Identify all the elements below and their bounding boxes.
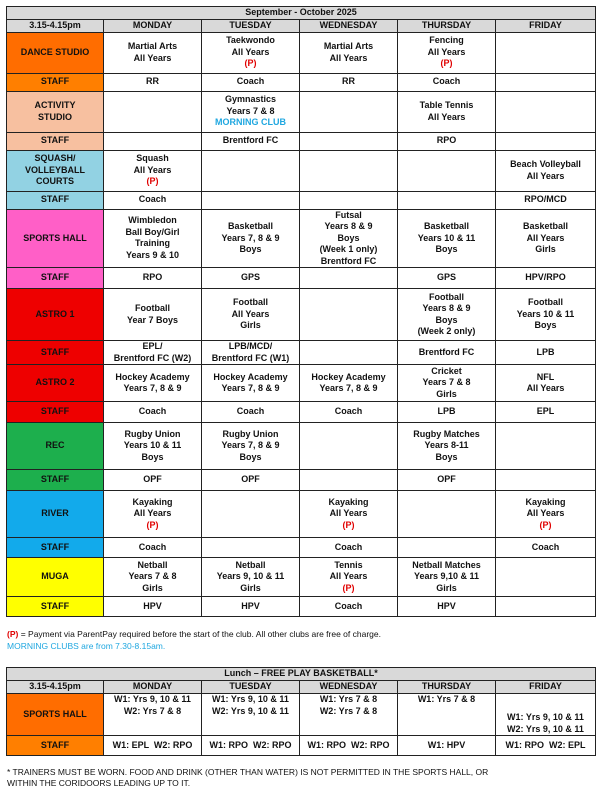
timetable-row [7,597,596,617]
activity-cell [496,491,596,538]
cell-line: Boys [239,244,262,254]
cell-line: Years 8 & 9 [324,221,373,231]
cell-line: All Years [133,508,172,519]
activity-cell [496,91,596,132]
staff-cell [202,268,300,289]
cell-line: Coach [531,541,560,552]
activity-cell [300,150,398,191]
time-header: 3.15-4.15pm [7,19,104,32]
cell-line: Hockey Academy [311,371,386,382]
cell-line: Coach [138,406,167,417]
cell-line: HPV [437,600,456,611]
timetable-row [7,402,596,423]
cell-line: Kayaking [132,496,173,507]
cell-line: RPO [142,272,163,283]
cell-line: Coach [138,541,167,552]
venue-label: SPORTS HALL [7,209,104,268]
activity-cell [398,209,496,268]
staff-cell [104,538,202,558]
activity-cell [398,365,496,402]
cell-line: Hockey Academy [213,371,288,382]
cell-line: Boys [534,320,557,331]
timetable-row [7,289,596,341]
cell-line: Kayaking [328,496,369,507]
cell-line: Tennis [334,559,363,570]
cell-line: Coach [334,406,363,417]
activity-cell [398,423,496,470]
activity-cell [496,365,596,402]
cell-line: Years 10 & 11 [516,308,575,319]
cell-line: Football [135,303,170,313]
cell-line: Rugby Union [222,428,279,439]
activity-cell [104,150,202,191]
staff-cell [104,402,202,423]
cell-line: All Years [526,232,565,243]
timetable-row [7,191,596,209]
staff-label: STAFF [7,191,104,209]
activity-cell [300,558,398,597]
activity-cell [104,32,202,73]
activity-cell [202,91,300,132]
cell-line: All Years [133,164,172,175]
venue-label: ASTRO 1 [7,289,104,341]
activity-cell [398,289,496,341]
timetable-title: September - October 2025 [7,7,596,20]
payment-marker: (P) [539,519,552,530]
cell-line: Coach [432,76,461,87]
payment-marker: (P) [440,58,453,69]
lunch-staff-label: STAFF [7,736,104,756]
day-header: MONDAY [104,19,202,32]
cell-line: (Week 2 only) [417,326,476,336]
cell-line: Coach [236,76,265,87]
staff-cell [104,470,202,491]
timetable-row [7,470,596,491]
activity-cell [300,91,398,132]
staff-cell [398,597,496,617]
staff-cell [104,73,202,91]
staff-cell [300,341,398,365]
cell-line: Netball [137,559,168,570]
activity-cell [202,365,300,402]
activity-cell [398,558,496,597]
lunch-staff-cell: W1: RPO W2: RPO [300,736,398,756]
cell-line: HPV [143,600,162,611]
venue-label [7,150,104,191]
staff-cell [496,132,596,150]
staff-cell [202,597,300,617]
cell-line: Years 9, 10 & 11 [216,571,285,582]
activity-cell [104,289,202,341]
activity-cell [104,491,202,538]
timetable-row [7,209,596,268]
cell-line: All Years [329,508,368,519]
staff-cell [300,538,398,558]
lunch-day-header: THURSDAY [398,681,496,694]
payment-marker: (P) [244,58,257,69]
cell-line: Rugby Matches [413,428,480,439]
cell-line: Ball Boy/Girl [125,226,180,237]
staff-label: STAFF [7,268,104,289]
timetable-row [7,91,596,132]
day-header: FRIDAY [496,19,596,32]
activity-cell [300,289,398,341]
cell-line: LPB/MCD/ [228,341,273,351]
cell-line: Boys [239,451,262,462]
venue-label: MUGA [7,558,104,597]
timetable-row [7,32,596,73]
lunch-day-header: WEDNESDAY [300,681,398,694]
cell-line: Years 7, 8 & 9 [221,383,280,393]
cell-line: Girls [436,388,457,399]
staff-cell [300,597,398,617]
cell-line: Girls [240,582,261,593]
cell-line: Boys [435,451,458,462]
payment-marker: (P) [146,519,159,530]
cell-line: All Years [427,46,466,57]
staff-cell [104,268,202,289]
cell-line: Training [134,238,170,249]
cell-line: All Years [526,170,565,181]
payment-marker: (P) [342,519,355,530]
cell-line: Years 7 & 8 [128,571,177,582]
staff-cell [300,191,398,209]
cell-line: Taekwondo [226,35,275,46]
cell-line: Year 7 Boys [126,314,179,325]
cell-line: Years 8-11 [424,440,469,451]
cell-line: Boys [141,451,164,462]
lunch-hall-cell: W1: Yrs 9, 10 & 11 W2: Yrs 7 & 8 [104,694,202,736]
venue-label-line: ACTIVITY [34,100,76,110]
payment-note [7,629,592,640]
day-header: TUESDAY [202,19,300,32]
cell-line: Netball [235,559,266,570]
activity-cell [300,32,398,73]
staff-cell [104,191,202,209]
footer-note [7,767,592,789]
cell-line: Girls [240,320,261,331]
activity-cell [104,558,202,597]
activity-cell [496,150,596,191]
activity-cell [202,491,300,538]
cell-line: Years 7 & 8 [226,105,275,116]
cell-line: Basketball [522,221,569,231]
staff-label: STAFF [7,132,104,150]
lunch-day-header: FRIDAY [496,681,596,694]
cell-line: Football [233,297,268,308]
cell-line: All Years [133,52,172,63]
activity-cell [496,289,596,341]
staff-cell [496,268,596,289]
day-header: THURSDAY [398,19,496,32]
venue-label [7,91,104,132]
cell-line: All Years [329,52,368,63]
cell-line: Boys [337,232,360,243]
staff-cell [398,341,496,365]
cell-line: OPF [143,474,162,485]
cell-line: Fencing [429,35,464,46]
staff-cell [398,268,496,289]
timetable-row [7,341,596,365]
cell-line: Kayaking [525,496,566,507]
staff-cell [398,538,496,558]
staff-cell [104,341,202,365]
cell-line: Years 9 & 10 [125,249,180,260]
lunch-staff-cell: W1: RPO W2: RPO [202,736,300,756]
staff-cell [496,470,596,491]
activity-cell [398,32,496,73]
cell-line: Years 7, 8 & 9 [221,232,280,243]
payment-marker: (P) [342,582,355,593]
staff-label: STAFF [7,402,104,423]
staff-cell [398,191,496,209]
staff-cell [496,341,596,365]
timetable-row [7,365,596,402]
staff-cell [496,538,596,558]
staff-cell [398,470,496,491]
lunch-day-header: MONDAY [104,681,202,694]
cell-line: LPB [437,406,456,417]
cell-line: RPO [436,135,457,146]
staff-cell [300,402,398,423]
activity-cell [202,558,300,597]
staff-cell [496,191,596,209]
lunch-timetable [6,667,596,756]
cell-line: GPS [240,272,260,283]
activity-cell [300,423,398,470]
activity-cell [202,289,300,341]
staff-label: STAFF [7,597,104,617]
cell-line: RR [146,76,159,87]
cell-line: Years 7, 8 & 9 [319,383,378,393]
staff-cell [202,191,300,209]
staff-cell [398,402,496,423]
payment-marker: (P) [7,629,19,639]
activity-cell [104,209,202,268]
staff-label: STAFF [7,73,104,91]
cell-line: Football [528,297,563,308]
cell-line: Hockey Academy [115,371,190,382]
staff-cell [300,268,398,289]
cell-line: OPF [241,474,260,485]
lunch-title: Lunch – FREE PLAY BASKETBALL* [7,668,596,681]
activity-cell [496,558,596,597]
staff-cell [300,470,398,491]
cell-line: Martial Arts [323,41,374,51]
cell-line: Netball Matches [412,559,481,570]
cell-line: Brentford FC [418,346,475,357]
timetable-row [7,423,596,470]
cell-line: Gymnastics [224,94,277,105]
lunch-hall-cell: W1: Yrs 7 & 8 [398,694,496,736]
cell-line: Years 7, 8 & 9 [221,440,280,451]
cell-line: Rugby Union [124,428,181,439]
timetable-row [7,132,596,150]
cell-line: LPB [536,346,555,357]
timetable-row [7,150,596,191]
cell-line: HPV/RPO [525,272,566,283]
timetable-row [7,73,596,91]
cell-line: Coach [334,600,363,611]
activity-cell [398,491,496,538]
staff-cell [398,73,496,91]
cell-line: Years 10 & 11 [417,232,476,243]
cell-line: Brentford FC [222,135,279,146]
activity-cell [496,209,596,268]
venue-label: REC [7,423,104,470]
payment-text: = Payment via ParentPay required before the start of the club. All other clubs are free of charge. [18,629,381,639]
cell-line: EPL/ [142,341,163,351]
cell-line: All Years [231,308,270,319]
cell-line: All Years [526,508,565,519]
staff-cell [496,402,596,423]
staff-label: STAFF [7,341,104,365]
cell-line: Years 7, 8 & 9 [123,383,182,393]
venue-label-line: VOLLEYBALL [25,164,85,175]
lunch-staff-cell: W1: HPV [398,736,496,756]
lunch-staff-cell: W1: EPL W2: RPO [104,736,202,756]
cell-line: Basketball [227,221,274,231]
staff-cell [300,132,398,150]
footer-line: WITHIN THE CORIDOORS LEADING UP TO IT. [7,778,191,788]
activity-cell [202,423,300,470]
footer-line: * TRAINERS MUST BE WORN. FOOD AND DRINK (OTHER THAN WATER) IS NOT PERMITTED IN THE SPORTS HALL, OR [7,767,489,777]
lunch-hall-cell: W1: Yrs 7 & 8 W2: Yrs 7 & 8 [300,694,398,736]
staff-cell [104,597,202,617]
lunch-time-header: 3.15-4.15pm [7,681,104,694]
payment-marker: (P) [146,176,159,187]
cell-line: Girls [142,582,163,593]
cell-line: Squash [136,153,169,164]
cell-line: Table Tennis [419,100,474,110]
staff-label: STAFF [7,470,104,491]
cell-line: Wimbledon [128,215,177,226]
main-timetable [6,6,596,617]
venue-label: DANCE STUDIO [7,32,104,73]
staff-cell [202,402,300,423]
activity-cell [496,32,596,73]
timetable-row [7,558,596,597]
cell-line: RR [342,76,355,87]
morning-note: MORNING CLUBS are from 7.30-8.15am. [7,641,166,651]
cell-line: Boys [435,314,458,325]
cell-line: Brentford FC (W1) [211,352,290,363]
activity-cell [300,209,398,268]
cell-line: All Years [329,571,368,582]
cell-line: RPO/MCD [524,194,567,205]
activity-cell [104,423,202,470]
timetable-row [7,491,596,538]
cell-line: Brentford FC [320,255,377,266]
lunch-hall-cell: W1: Yrs 9, 10 & 11 W2: Yrs 9, 10 & 11 [496,694,596,736]
cell-line: Coach [236,406,265,417]
staff-cell [202,538,300,558]
staff-cell [496,73,596,91]
cell-line: All Years [526,383,565,393]
cell-line: (Week 1 only) [319,244,378,254]
lunch-staff-cell: W1: RPO W2: EPL [496,736,596,756]
cell-line: GPS [436,272,456,283]
staff-cell [202,73,300,91]
cell-line: Cricket [431,365,462,376]
venue-label-line: COURTS [36,176,74,187]
activity-cell [300,491,398,538]
staff-cell [202,132,300,150]
cell-line: Years 9,10 & 11 [413,571,480,582]
activity-cell [398,150,496,191]
cell-line: HPV [241,600,260,611]
timetable-row [7,268,596,289]
cell-line: OPF [437,474,456,485]
morning-club-tag: MORNING CLUB [215,117,286,128]
activity-cell [398,91,496,132]
activity-cell [104,91,202,132]
cell-line: Coach [334,541,363,552]
cell-line: Futsal [335,209,362,220]
cell-line: Years 8 & 9 [422,303,471,313]
staff-cell [300,73,398,91]
cell-line: All Years [427,111,466,122]
cell-line: Martial Arts [127,41,178,51]
timetable-row [7,538,596,558]
cell-line: EPL [536,406,555,417]
venue-label-line: SQUASH/ [34,153,76,164]
cell-line: All Years [231,46,270,57]
staff-label: STAFF [7,538,104,558]
venue-label-line: STUDIO [37,111,72,122]
staff-cell [104,132,202,150]
cell-line: Brentford FC (W2) [113,352,192,363]
lunch-sports-hall-label: SPORTS HALL [7,694,104,736]
activity-cell [202,150,300,191]
cell-line: Years 10 & 11 [123,440,182,451]
activity-cell [202,32,300,73]
cell-line: Years 7 & 8 [422,377,471,388]
activity-cell [104,365,202,402]
lunch-hall-cell: W1: Yrs 9, 10 & 11 W2: Yrs 9, 10 & 11 [202,694,300,736]
staff-cell [202,341,300,365]
staff-cell [202,470,300,491]
venue-label: ASTRO 2 [7,365,104,402]
cell-line: Girls [535,244,556,254]
venue-label: RIVER [7,491,104,538]
lunch-day-header: TUESDAY [202,681,300,694]
day-header: WEDNESDAY [300,19,398,32]
cell-line: NFL [536,371,555,382]
cell-line: Basketball [423,221,470,231]
cell-line: Boys [435,244,458,254]
cell-line: Coach [138,194,167,205]
activity-cell [496,423,596,470]
cell-line: Football [429,291,464,302]
activity-cell [300,365,398,402]
cell-line: Girls [436,582,457,593]
cell-line: Beach Volleyball [510,159,581,169]
staff-cell [496,597,596,617]
activity-cell [202,209,300,268]
staff-cell [398,132,496,150]
